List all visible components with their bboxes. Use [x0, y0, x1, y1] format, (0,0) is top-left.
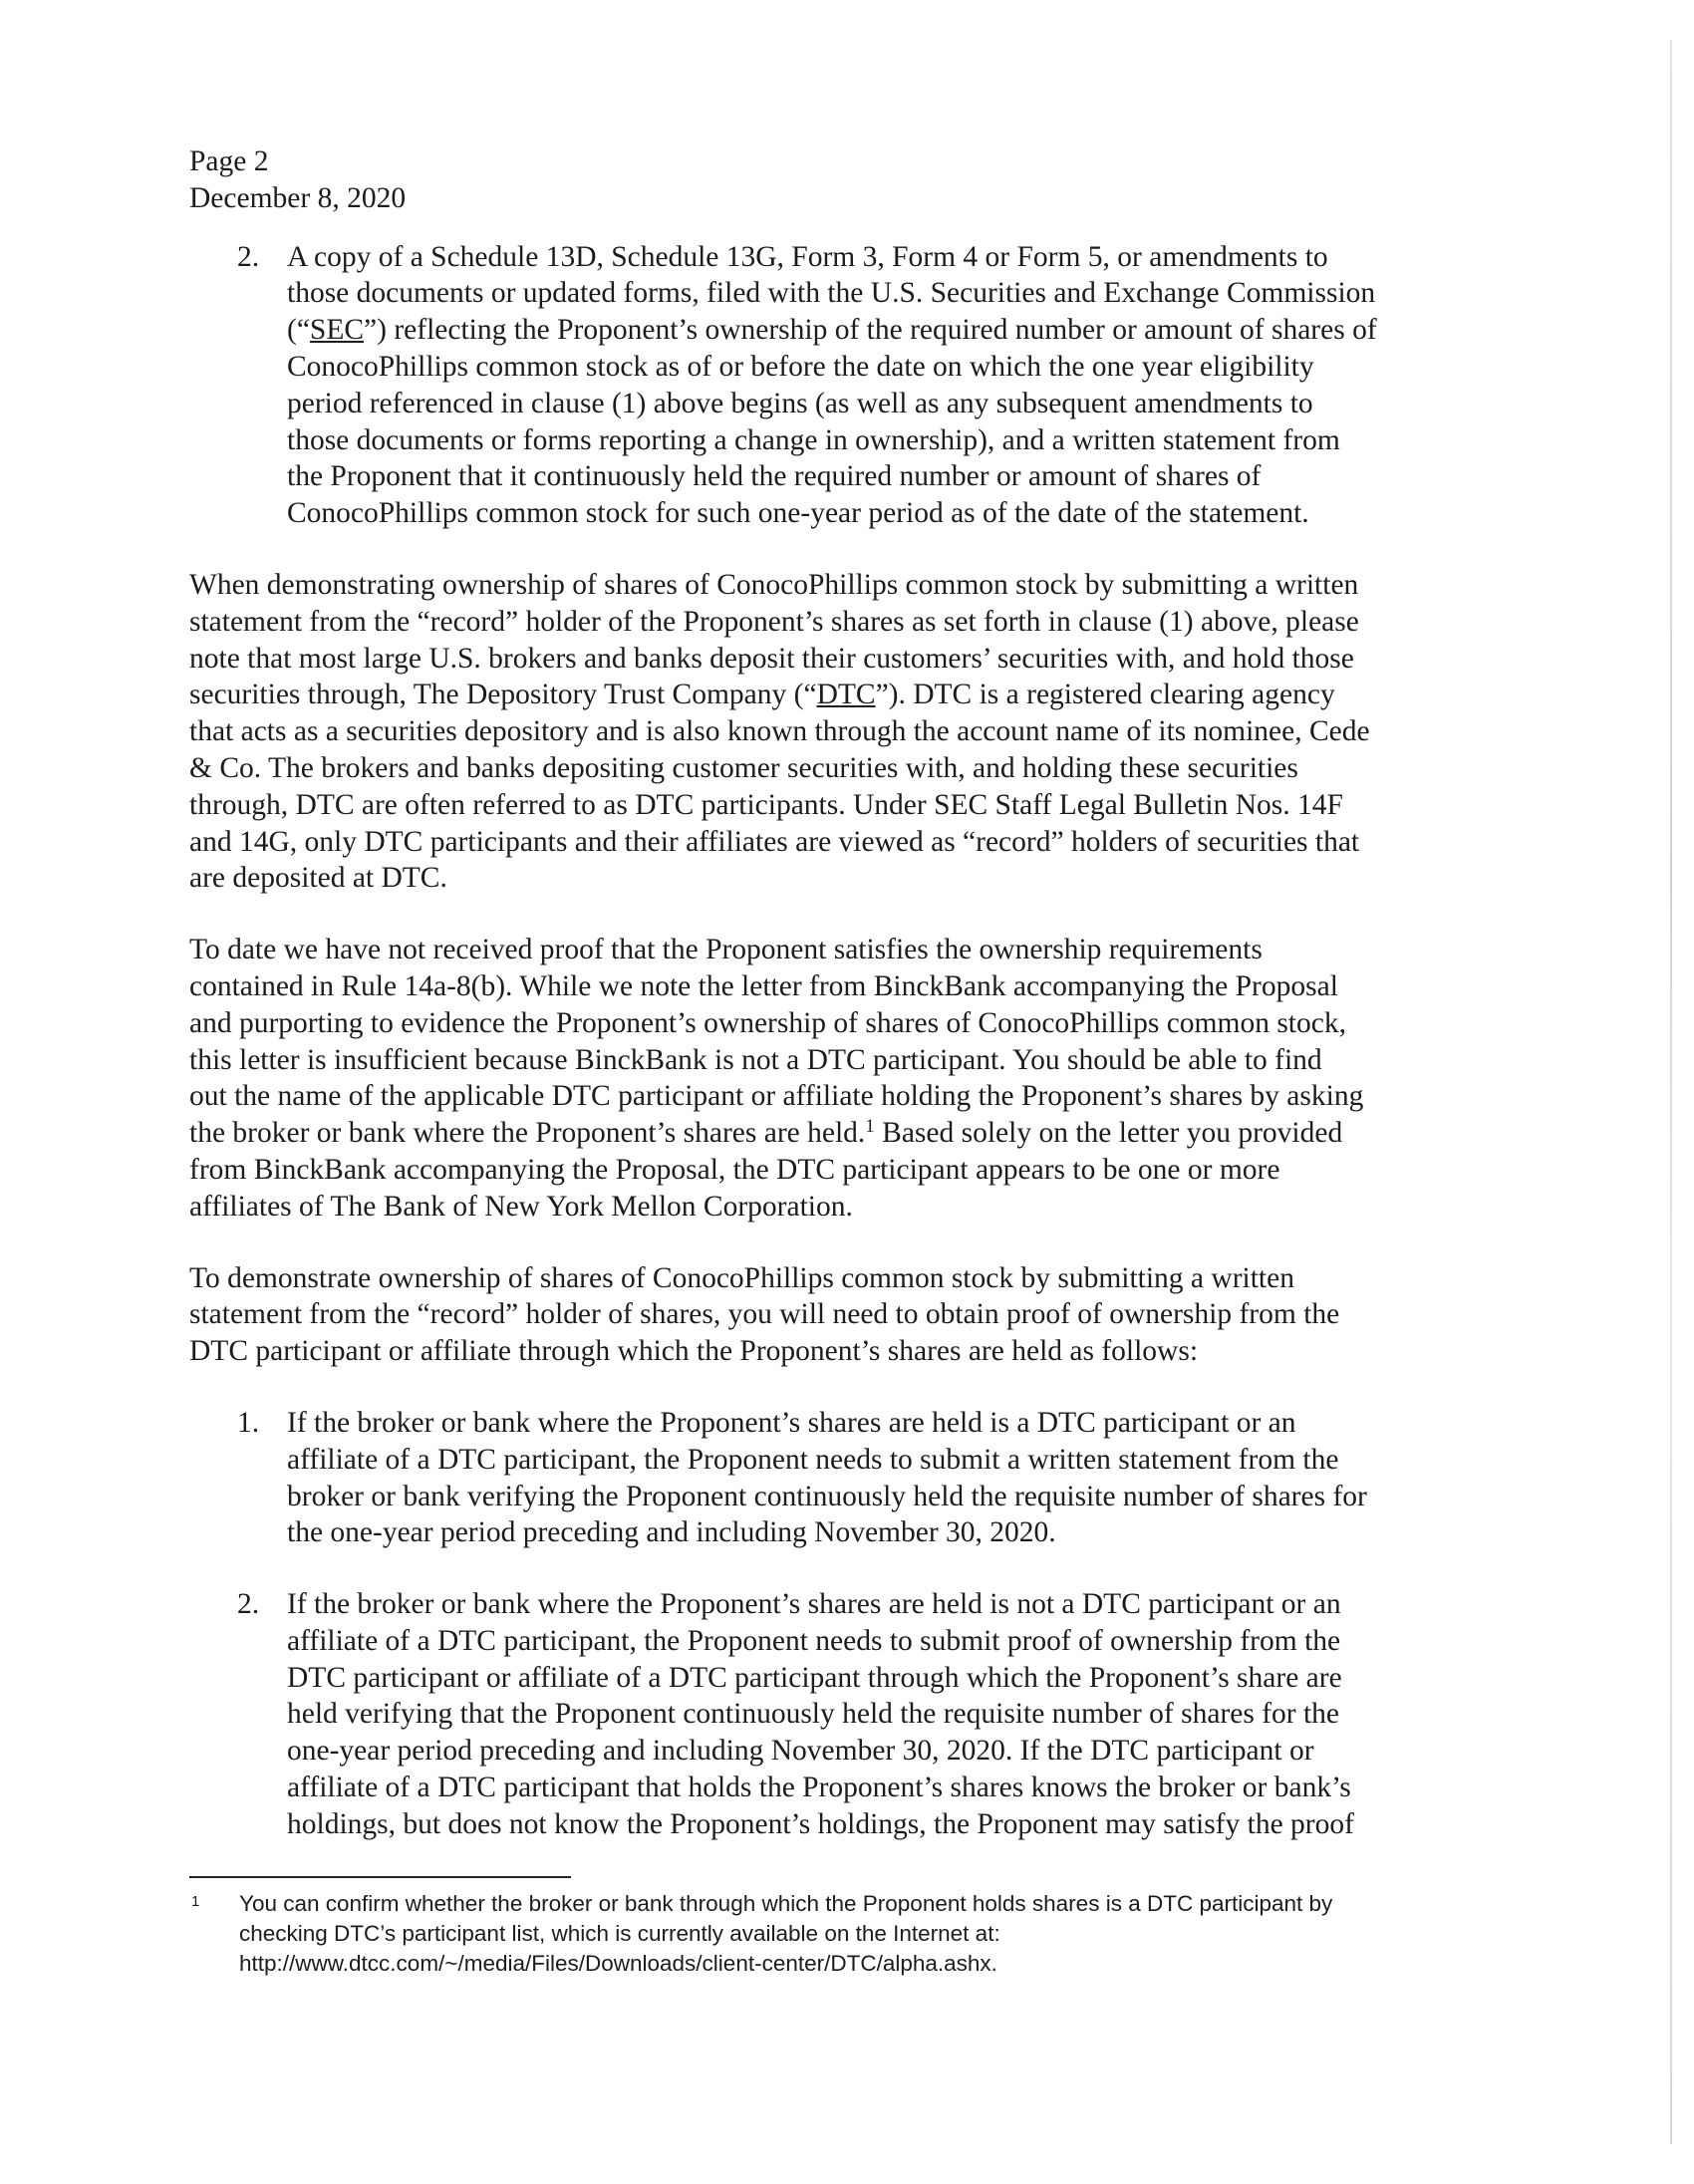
text-line: affiliate of a DTC participant, the Proponent needs to submit a written statement from the: [287, 1443, 1339, 1476]
text-line: DTC participant or affiliate of a DTC participant through which the Proponent’s share are: [287, 1661, 1342, 1694]
text-line: broker or bank verifying the Proponent continuously held the requisite number of shares for: [287, 1480, 1367, 1512]
text-line: statement from the “record” holder of the Proponent’s shares as set forth in clause (1) above, please: [189, 605, 1359, 638]
text-line: When demonstrating ownership of shares of ConocoPhillips common stock by submitting a written: [189, 568, 1359, 601]
text-line: note that most large U.S. brokers and banks deposit their customers’ securities with, and hold those: [189, 642, 1354, 675]
text-line: affiliate of a DTC participant, the Proponent needs to submit proof of ownership from the: [287, 1624, 1341, 1657]
text-line: securities through, The Depository Trust Company (“DTC”). DTC is a registered clearing agency: [189, 679, 1335, 711]
text-segment: the broker or bank where the Proponent’s shares are held.: [189, 1117, 866, 1150]
text-line: and 14G, only DTC participants and their affiliates are viewed as “record” holders of securities that: [189, 825, 1360, 858]
text-line: are deposited at DTC.: [189, 862, 447, 895]
text-line: You can confirm whether the broker or bank through which the Proponent holds shares is a DTC participant by: [239, 1891, 1333, 1916]
text-line: To date we have not received proof that the Proponent satisfies the ownership requirements: [189, 934, 1263, 966]
text-line: and purporting to evidence the Proponent’s ownership of shares of ConocoPhillips common stock,: [189, 1006, 1346, 1039]
footnote: [189, 1889, 1475, 1979]
text-segment: Based solely on the letter you provided: [874, 1117, 1343, 1150]
paragraph-how-to-demonstrate: [189, 1260, 1477, 1370]
text-line: If the broker or bank where the Proponent’s shares are held is a DTC participant or an: [287, 1406, 1296, 1439]
text-line: one-year period preceding and including November 30, 2020. If the DTC participant or: [287, 1735, 1314, 1768]
list-number: 2.: [237, 240, 260, 273]
text-line: statement from the “record” holder of shares, you will need to obtain proof of ownership from the: [189, 1298, 1340, 1331]
footnote-text: [239, 1889, 1475, 1979]
text-line: affiliates of The Bank of New York Mellon Corporation.: [189, 1190, 853, 1223]
text-line: those documents or updated forms, filed with the U.S. Securities and Exchange Commission: [287, 277, 1376, 310]
text-line: out the name of the applicable DTC participant or affiliate holding the Proponent’s shares by asking: [189, 1080, 1364, 1113]
text-line: checking DTC’s participant list, which is currently available on the Internet at:: [239, 1921, 1000, 1946]
page-header: [189, 143, 1477, 217]
list-item-1-dtc-participant: [237, 1405, 1477, 1551]
defined-term: SEC: [309, 314, 365, 347]
text-line: (“SEC”) reflecting the Proponent’s ownership of the required number or amount of shares of: [287, 314, 1377, 347]
text-line-with-footnote: [189, 1115, 1477, 1152]
letter-page: [189, 143, 1477, 1843]
text-line: If the broker or bank where the Proponent’s shares are held is not a DTC participant or an: [287, 1588, 1341, 1621]
text-line: DTC participant or affiliate through which the Proponent’s shares are held as follows:: [189, 1335, 1199, 1368]
text-line: To demonstrate ownership of shares of ConocoPhillips common stock by submitting a written: [189, 1261, 1294, 1294]
text-line: through, DTC are often referred to as DTC participants. Under SEC Staff Legal Bulletin Nos. 14F: [189, 788, 1343, 821]
text-line: contained in Rule 14a-8(b). While we note the letter from BinckBank accompanying the Proposal: [189, 969, 1338, 1002]
letter-date: December 8, 2020: [189, 181, 407, 214]
footnote-url: http://www.dtcc.com/~/media/Files/Downloads/client-center/DTC/alpha.ashx.: [239, 1951, 997, 1976]
footnote-divider: [189, 1876, 571, 1878]
list-number: 2.: [237, 1588, 260, 1621]
text-line: held verifying that the Proponent continuously held the requisite number of shares for the: [287, 1698, 1340, 1731]
list-number: 1.: [237, 1406, 260, 1439]
list-item-2-not-dtc-participant: [237, 1586, 1477, 1843]
text-line: holdings, but does not know the Proponent’s holdings, the Proponent may satisfy the proof: [287, 1807, 1354, 1840]
footnote-reference: 1: [865, 1116, 875, 1138]
text-line: this letter is insufficient because BinckBank is not a DTC participant. You should be able to find: [189, 1043, 1322, 1076]
text-line: that acts as a securities depository and is also known through the account name of its nominee, Cede: [189, 715, 1370, 748]
paragraph-dtc-explanation: [189, 567, 1477, 897]
scan-edge: [1670, 40, 1672, 2144]
text-line: from BinckBank accompanying the Proposal, the DTC participant appears to be one or more: [189, 1153, 1280, 1186]
text-line: affiliate of a DTC participant that holds the Proponent’s shares knows the broker or bank’s: [287, 1772, 1351, 1804]
text-line: period referenced in clause (1) above begins (as well as any subsequent amendments to: [287, 387, 1313, 419]
text-line: the one-year period preceding and including November 30, 2020.: [287, 1516, 1056, 1549]
text-line: those documents or forms reporting a change in ownership), and a written statement from: [287, 423, 1340, 456]
text-line: & Co. The brokers and banks depositing customer securities with, and holding these securities: [189, 751, 1298, 784]
paragraph-proof-not-received: [189, 932, 1477, 1225]
footnote-mark: 1: [191, 1893, 200, 1910]
text-line: the Proponent that it continuously held the required number or amount of shares of: [287, 460, 1262, 493]
text-line: ConocoPhillips common stock as of or before the date on which the one year eligibility: [287, 350, 1314, 383]
list-item-2-schedule-filing: [237, 239, 1477, 532]
text-line: A copy of a Schedule 13D, Schedule 13G, Form 3, Form 4 or Form 5, or amendments to: [287, 240, 1328, 273]
page-number: Page 2: [189, 145, 269, 177]
text-line: ConocoPhillips common stock for such one-year period as of the date of the statement.: [287, 497, 1309, 530]
defined-term: DTC: [816, 679, 876, 711]
